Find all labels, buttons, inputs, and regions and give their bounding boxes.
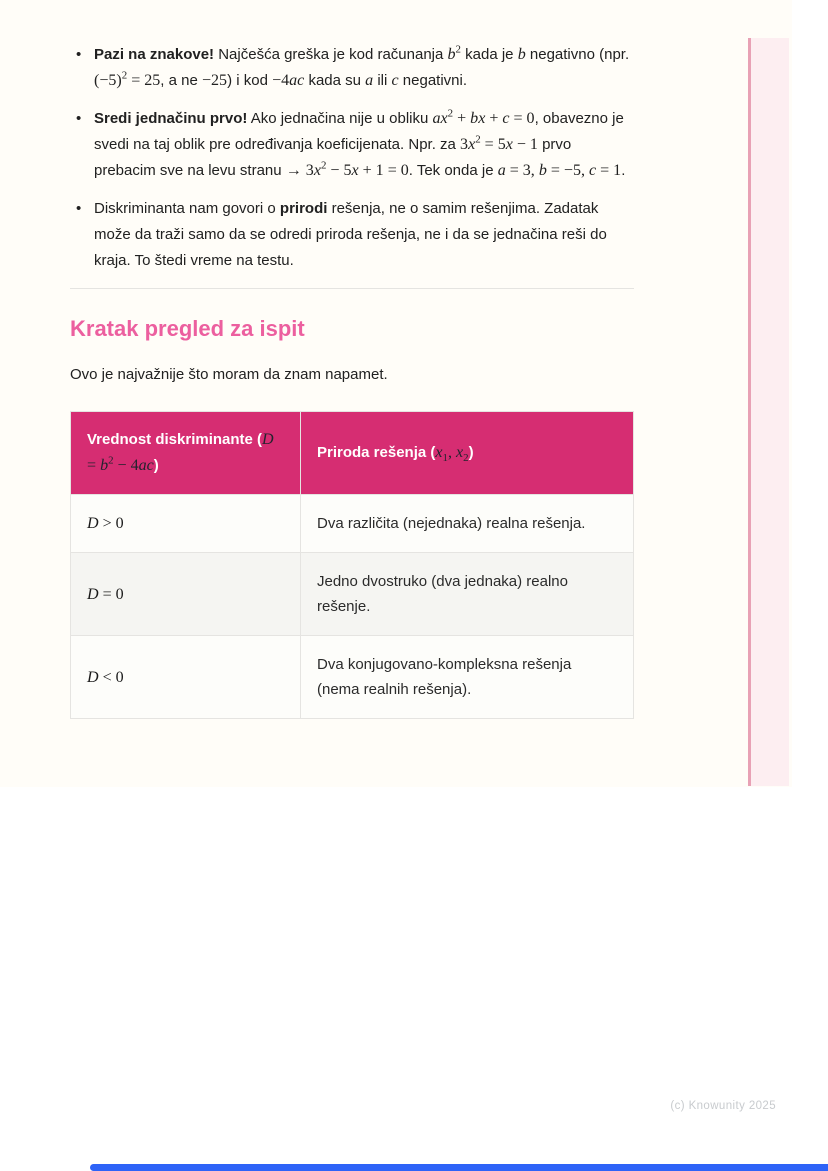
table-header-row	[71, 412, 634, 495]
discriminant-table	[70, 411, 634, 719]
table-row-d-negative	[71, 636, 634, 719]
copyright-text: (c) Knowunity 2025	[670, 1100, 776, 1112]
section-heading: Kratak pregled za ispit	[70, 316, 305, 341]
bullet-item-arrange-equation	[70, 106, 634, 184]
table-header-discriminant-value: Vrednost diskriminante $(D = b^2 - 4ac)$	[71, 412, 301, 495]
bullet-text: Pazi na znakove! Najčešća greška je kod računanja $b^2$ kada je b negativno (npr. $(-5)^2 = 25$, a ne −25) i kod −4ac kada su a ili c negativni.	[94, 43, 630, 89]
description-cell: Jedno dvostruko (dva jednaka) realno rešenje.	[301, 553, 634, 636]
bullet-marker: •	[76, 46, 82, 63]
decorative-margin-stripe	[748, 38, 789, 786]
bullet-marker: •	[76, 110, 82, 127]
bullet-text: Sredi jednačinu prvo! Ako jednačina nije u obliku $ax^2$ + bx + c = 0, obavezno je svedi na taj oblik pre određivanja koeficijenata. Npr. za $3x^2 = 5x - 1$ prvo prebacim sve na levu stranu → $3x^2 - 5x + 1 = 0$. Tek onda je a = 3, b = −5, c = 1.	[94, 107, 626, 179]
description-cell: Dva konjugovano-kompleksna rešenja (nema realnih rešenja).	[301, 636, 634, 719]
stripe-accent-line	[748, 38, 751, 786]
description-cell: Dva različita (nejednaka) realna rešenja.	[301, 495, 634, 553]
bullet-text: Diskriminanta nam govori o prirodi rešenja, ne o samim rešenjima. Zadatak može da traži samo da se odredi priroda rešenja, ne i da se jednačina reši do kraja. To štedi vreme na testu.	[94, 200, 607, 269]
section-divider	[70, 288, 634, 289]
condition-cell: D < 0	[71, 636, 301, 719]
bottom-progress-bar	[90, 1164, 828, 1171]
table-row-d-zero	[71, 553, 634, 636]
condition-cell: D > 0	[71, 495, 301, 553]
notes-bullet-list	[70, 42, 634, 274]
bullet-item-signs	[70, 42, 634, 94]
table-row-d-positive	[71, 495, 634, 553]
document-content	[70, 42, 634, 719]
condition-cell: D = 0	[71, 553, 301, 636]
table-header-solution-nature: Priroda rešenja ($x_1$, $x_2$)	[301, 412, 634, 495]
intro-paragraph: Ovo je najvažnije što moram da znam napamet.	[70, 366, 388, 383]
bullet-item-discriminant-nature	[70, 196, 634, 274]
bullet-marker: •	[76, 200, 82, 217]
